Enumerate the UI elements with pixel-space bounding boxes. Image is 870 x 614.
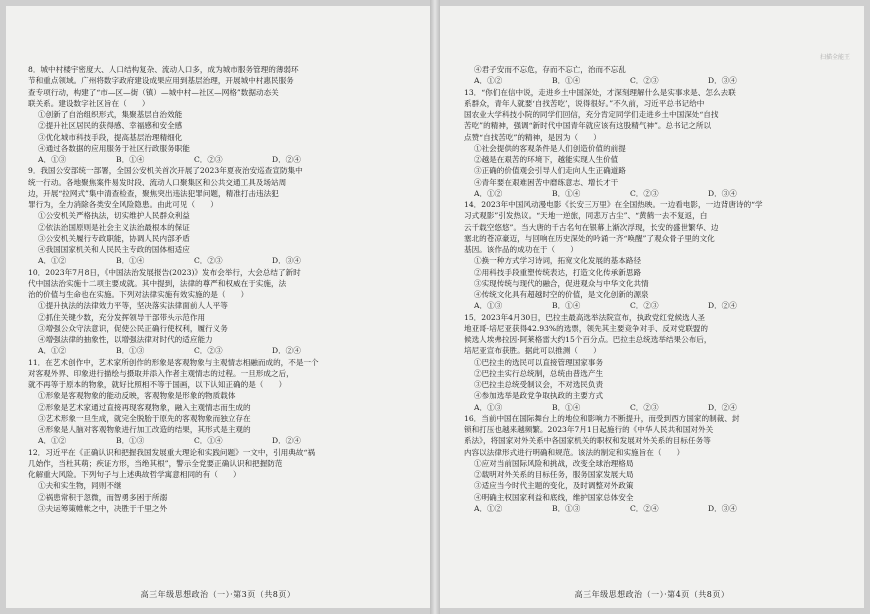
- option-line: ①形象是客观物象的能动反映，客观物象是形象的物质载体: [38, 391, 236, 401]
- answer-choice: C．②③: [630, 76, 659, 86]
- question-text: 16．当前中国在国际舞台上的地位和影响力不断提升，而受到西方国家的制裁、封: [464, 413, 740, 423]
- answer-choice: A．①②: [38, 346, 67, 356]
- page-footer: 高三年级思想政治（一）·第3页（共8页）: [140, 589, 296, 599]
- question-text: 几始作，当杜其萌；疾证方形，当绝其根”，警示全党要正确认识和把握防范: [28, 458, 283, 468]
- question-text: 治的价值与生命也在实施。下列对法律实施有效实施的是（ ）: [28, 290, 249, 299]
- option-line: ②越是在艰苦的环境下，越能实现人生价值: [474, 155, 619, 164]
- answer-choice: A．①③: [38, 155, 67, 164]
- question-text: 云千载空悠悠”。当大唐的千古名句在银幕上渐次浮现，长安的盛世繁华、边: [464, 222, 719, 232]
- answer-choice: D．②④: [708, 301, 737, 311]
- option-line: ②抓住关键少数，充分发挥领导干部带头示范作用: [38, 312, 206, 322]
- option-line: ④通过各数据的应用服务于社区行政服务职能: [38, 143, 190, 153]
- page-4-content: [464, 64, 854, 514]
- answer-choice: A．①②: [474, 76, 503, 86]
- question-text: 点赞“自找苦吃”的精神，是因为（ ）: [464, 132, 601, 142]
- question-text: 12．习近平在《正确认识和把握我国发展重大理论和实践问题》一文中，引用典故“祸: [28, 447, 315, 457]
- answer-choice: B．①③: [116, 346, 145, 356]
- answer-choice: B．①④: [552, 301, 581, 311]
- option-line: ①巴拉圭的选民可以直接管理国家事务: [474, 357, 604, 367]
- question-text: 节和重点领域。广州将数字政府建设成果应用到基层治理，开展城中村惠民服务: [28, 76, 294, 86]
- answer-choice: A．①②: [38, 436, 67, 446]
- option-line: ③优化城市科技手段，提高基层治理精细化: [38, 132, 183, 142]
- answer-choices: [28, 154, 420, 165]
- option-line: ④明确主权国家利益和底线，维护国家总体安全: [474, 492, 634, 502]
- answer-choice: C．②③: [630, 301, 659, 311]
- question-text: 化解重大风险。下列句子与上述典故哲学寓意相同的有（ ）: [28, 470, 241, 479]
- answer-choice: C．②③: [194, 346, 223, 356]
- answer-choice: A．①②: [474, 188, 503, 198]
- page-3: [6, 6, 430, 608]
- option-line: ④青年要在艰难困苦中磨练意志、增长才干: [474, 177, 619, 187]
- answer-choice: B．①④: [552, 188, 581, 198]
- question-text: 锁和打压也越来越频繁。2023年7月1日起施行的《中华人民共和国对外关: [464, 425, 714, 434]
- option-line: ②形象是艺术家通过直接再现客观物象，融入主观情志而生成的: [38, 402, 251, 412]
- option-line: ①应对当前国际风险和挑战，改变全球治理格局: [474, 458, 634, 468]
- question-text: 地亚哥·培尼亚获得42.93%的选票，领先其主要竞争对手、反对党联盟的: [464, 323, 708, 333]
- answer-choice: C．②③: [630, 402, 659, 412]
- answer-choices: [464, 188, 854, 199]
- answer-choice: D．③④: [708, 76, 737, 86]
- option-line: ④形象是人脑对客观物象进行加工改造的结果，其形式是主观的: [38, 425, 251, 434]
- answer-choice: A．①③: [474, 301, 503, 311]
- question-text: 就不再等于原本的物象，就好比照相不等于国画，以下认知正确的是（ ）: [28, 380, 287, 389]
- option-line: ④我国国家机关和人民民主专政的国体相适应: [38, 245, 190, 254]
- answer-choice: D．②④: [272, 346, 301, 356]
- answer-choice: A．①②: [474, 503, 503, 513]
- question-text: 对客观外界、印象进行描绘与摄取并添入作者主观情志的过程。一旦形成之后，: [28, 368, 294, 378]
- answer-choice: D．③④: [272, 256, 301, 266]
- question-text: 13．“你们在信中说，走进乡土中国深处，才深刻理解什么是实事求是、怎么去联: [464, 87, 736, 97]
- option-line: ④传统文化具有超越时空的价值，是文化创新的源泉: [474, 290, 649, 299]
- question-text: 15．2023年4月30日，巴拉圭最高选举法院宣布，执政党红党候选人圣: [464, 312, 705, 322]
- answer-choice: D．②④: [272, 155, 301, 164]
- answer-choices: [28, 345, 420, 356]
- option-line: ④增强法律的抽象性，以增强法律对时代的适应能力: [38, 335, 213, 344]
- question-text: 查专项行动，构建了“市—区—街（镇）—城中村—社区—网格”数据动态关: [28, 87, 279, 97]
- option-line: ②载明对外关系的目标任务，服务国家发展大局: [474, 470, 634, 479]
- answer-choice: B．①④: [116, 256, 145, 266]
- question-text: 8．城中村楼宇密度大、人口结构复杂、流动人口多，成为城市服务管理的薄弱环: [28, 65, 299, 74]
- option-line: ①夫和实生物，同则不继: [38, 481, 122, 491]
- question-text: 候选人埃弗拉因·阿莱格雷大约15个百分点。巴拉圭总统选举结果公布后，: [464, 335, 712, 344]
- answer-choice: A．①③: [474, 402, 503, 412]
- option-line: ④参加选举是政党争取执政的主要方式: [474, 391, 604, 401]
- option-line: ①换一种方式学习诗词，拓宽文化发展的基本路径: [474, 256, 642, 266]
- question-text: 苦吃”的精神，强调“新时代中国青年就应该有这股精气神”。总书记之所以: [464, 121, 712, 131]
- answer-choice: C．②④: [630, 503, 659, 513]
- page-4: [440, 6, 864, 608]
- option-line: ③公安机关履行专政职能，协调人民内部矛盾: [38, 233, 190, 243]
- question-text: 边，开展“拉网式”集中清查检查，聚焦突出违法犯罪问题，精准打击违法犯: [28, 188, 279, 198]
- answer-choice: C．②③: [630, 188, 659, 198]
- option-line: ②祸患常积于忽微，而智勇多困于所溺: [38, 492, 168, 502]
- answer-choice: D．②④: [272, 436, 301, 446]
- question-text: 联关系。建设数字社区旨在（ ）: [28, 98, 150, 108]
- question-text: 系群众，青年人就要‘自找苦吃’，说得很好。”不久前，习近平总书记给中: [464, 98, 705, 108]
- answer-choices: [464, 503, 854, 514]
- option-line: ①提升执法的法律效力平等，坚决落实法律面前人人平等: [38, 301, 228, 311]
- page-footer: 高三年级思想政治（一）·第4页（共8页）: [574, 589, 730, 599]
- option-line: ③正确的价值观会引导人们走向人生正确道路: [474, 166, 626, 176]
- question-text: 系法》，将国家对外关系中各国家机关的职权和发展对外关系的目标任务等: [464, 436, 711, 446]
- question-text: 内容以法律形式进行明确和规范。该法的制定和实施旨在（ ）: [464, 447, 685, 457]
- scanner-watermark: 扫描全能王: [819, 54, 850, 61]
- option-line: ①创新了自治组织形式，集聚基层自治效能: [38, 110, 183, 119]
- answer-choices: [464, 300, 854, 311]
- answer-choice: C．②③: [194, 256, 223, 266]
- answer-choices: [464, 75, 854, 86]
- book-spine: [430, 0, 440, 614]
- question-text: 习式观影”引发热议。“天地一逆旅，同悲万古尘”、“黄鹤一去不复返，白: [464, 211, 708, 221]
- option-line: ③巴拉圭总统受制议会，不对选民负责: [474, 380, 604, 389]
- question-text: 11．在艺术创作中，艺术家所创作的形象是客观物象与主观情志相融而成的，不是一个: [28, 357, 319, 367]
- question-text: 国农业大学科技小院的同学们回信，充分肯定同学们走进乡土中国深处“自找: [464, 110, 719, 119]
- option-line: ②依法治国原则是社会主义法治最根本的保证: [38, 222, 190, 232]
- answer-choice: C．②③: [194, 155, 223, 164]
- question-text: 塞北的苍凉豪迈，与回响在历史深处的吟诵一齐“唤醒”了观众骨子里的文化: [464, 233, 715, 243]
- page-3-content: [28, 64, 420, 514]
- option-line: ③增强公众守法意识，促使公民正确行使权利，履行义务: [38, 323, 228, 333]
- option-line: ②用科技手段重塑传统表达，打造文化传承新思路: [474, 267, 642, 277]
- answer-choices: [28, 435, 420, 446]
- answer-choice: B．①④: [552, 76, 581, 86]
- option-line: ②巴拉圭实行总统制，总统由普选产生: [474, 368, 604, 378]
- answer-choice: B．①④: [552, 402, 581, 412]
- option-line: ③实现传统与现代的融合，促进观众与中华文化共情: [474, 278, 649, 288]
- question-text: 基因。该作品的成功在于（ ）: [464, 245, 578, 254]
- question-text: 9．我国公安部统一部署，全国公安机关首次开展了2023年夏夜治安巡查宣防集中: [28, 166, 303, 176]
- answer-choice: B．①④: [116, 155, 145, 164]
- question-text: 10．2023年7月8日，《中国法治发展报告(2023)》发布会举行，大会总结了新时: [28, 267, 301, 277]
- answer-choice: D．③④: [708, 503, 737, 513]
- option-line: ①社会提供的客观条件是人们创造价值的前提: [474, 143, 626, 153]
- question-text: 统一行动。各地聚焦案件易发时段、流动人口聚集区和公共交通工具及场站周: [28, 177, 287, 187]
- option-line: ④君子安而不忘危，存而不忘亡，治而不忘乱: [474, 65, 626, 74]
- option-line: ③夫运筹策帷帐之中，决胜于千里之外: [38, 503, 168, 513]
- answer-choice: D．③④: [708, 188, 737, 198]
- option-line: ①公安机关严格执法，切实维护人民群众利益: [38, 211, 190, 221]
- question-text: 14．2023年中国风动漫电影《长安三万里》在全国热映。一边看电影，一边背唐诗的“学: [464, 200, 763, 209]
- answer-choice: A．①②: [38, 256, 67, 266]
- answer-choices: [28, 255, 420, 266]
- answer-choice: C．①④: [194, 436, 223, 446]
- answer-choice: B．①③: [116, 436, 145, 446]
- option-line: ③艺术形象一旦生成，就完全脱胎于原先的客观物象而独立存在: [38, 413, 251, 423]
- option-line: ②提升社区居民的获得感、幸福感和安全感: [38, 121, 183, 131]
- answer-choice: B．①③: [552, 503, 581, 513]
- option-line: ③适应当今时代主题的变化，及时调整对外政策: [474, 481, 634, 491]
- answer-choices: [464, 402, 854, 413]
- question-text: 罪行为，全力消除各类安全风险隐患。由此可见（ ）: [28, 200, 218, 209]
- question-text: 代中国法治实施十二项主要成就。其中提到，法律的尊严和权威在于实施，法: [28, 278, 287, 288]
- question-text: 培尼亚宣布获胜。据此可以推测（ ）: [464, 346, 601, 356]
- answer-choice: D．②④: [708, 402, 737, 412]
